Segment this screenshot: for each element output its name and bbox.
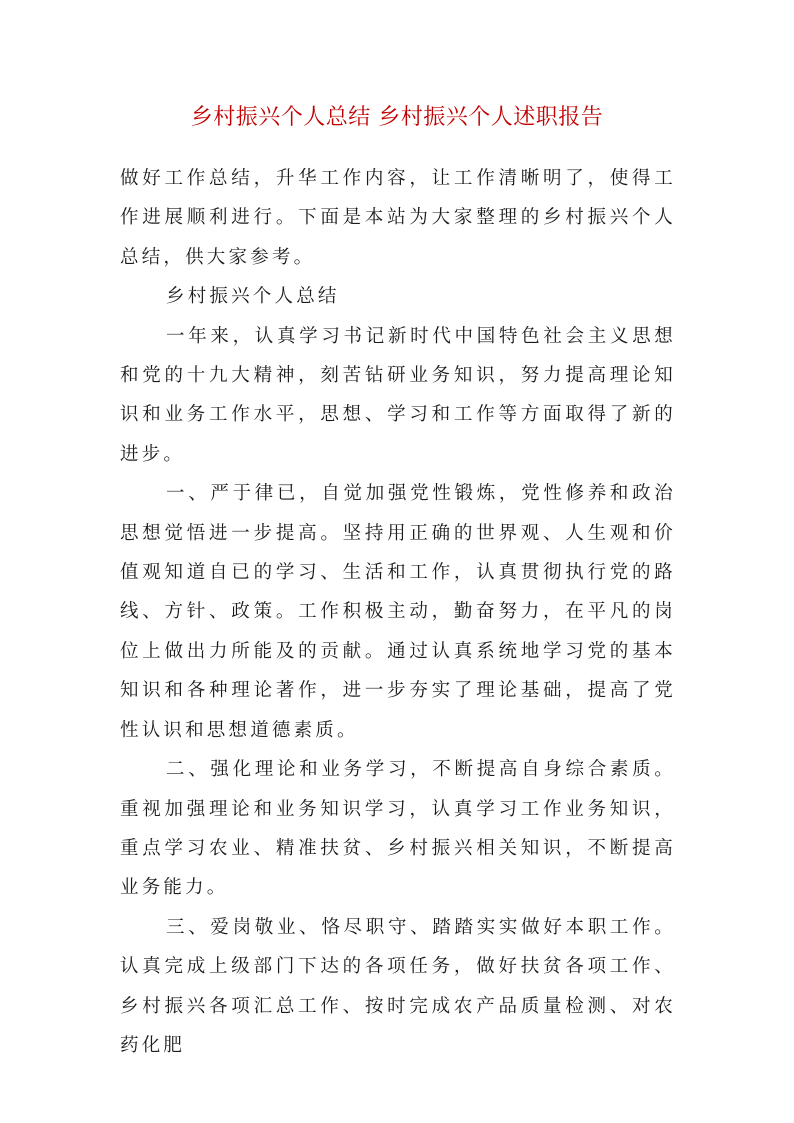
document-body (120, 159, 676, 1065)
paragraph-point-two: 二、强化理论和业务学习，不断提高自身综合素质。重视加强理论和业务知识学习，认真学习工作业务知识，重点学习农业、精准扶贫、乡村振兴相关知识，不断提高业务能力。 (120, 759, 676, 899)
paragraph-intro: 做好工作总结，升华工作内容，让工作清晰明了，使得工作进展顺利进行。下面是本站为大家整理的乡村振兴个人总结，供大家参考。 (120, 168, 676, 268)
paragraph-point-three: 三、爱岗敬业、恪尽职守、踏踏实实做好本职工作。认真完成上级部门下达的各项任务，做好扶贫各项工作、乡村振兴各项汇总工作、按时完成农产品质量检测、对农药化肥 (120, 916, 676, 1056)
paragraph-overview: 一年来，认真学习书记新时代中国特色社会主义思想和党的十九大精神，刻苦钻研业务知识，努力提高理论知识和业务工作水平，思想、学习和工作等方面取得了新的进步。 (120, 325, 676, 465)
document-title: 乡村振兴个人总结 乡村振兴个人述职报告 (190, 105, 604, 130)
paragraph-point-one: 一、严于律已，自觉加强党性锻炼，党性修养和政治思想觉悟进一步提高。坚持用正确的世界观、人生观和价值观知道自已的学习、生活和工作，认真贯彻执行党的路线、方针、政策。工作积极主动，勤奋努力，在平凡的岗位上做出力所能及的贡献。通过认真系统地学习党的基本知识和各种理论著作，进一步夯实了理论基础，提高了党性认识和思想道德素质。 (120, 483, 676, 741)
section-heading: 乡村振兴个人总结 (166, 286, 340, 308)
